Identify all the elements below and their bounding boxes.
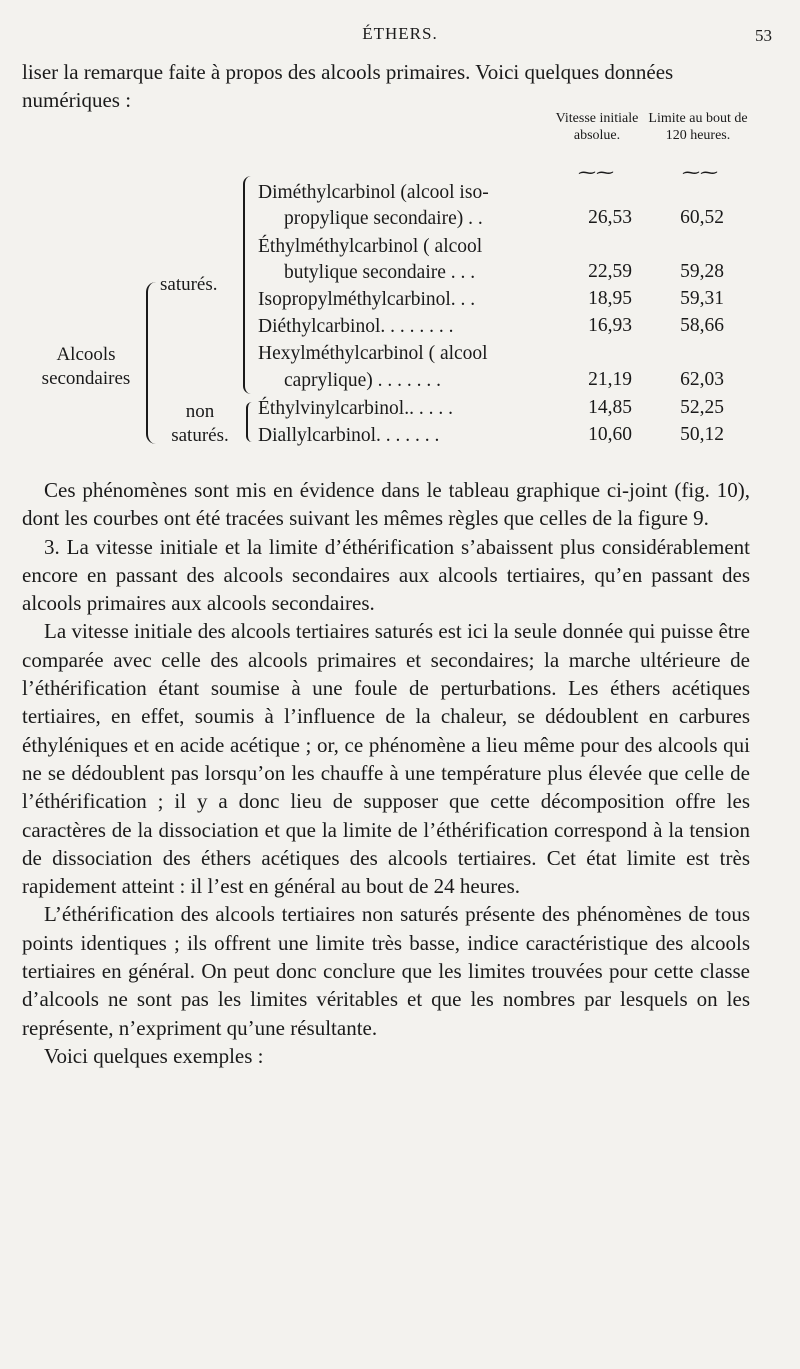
intro-text: liser la remarque faite à propos des alcools primaires. Voici quelques données numériques : — [22, 60, 674, 112]
paragraph: 3. La vitesse initiale et la limite d’éthérification s’abaissent plus considérablement encore en passant des alcools secondaires aux alcools tertiaires, qu’en passant des alcools primaires aux alcools secondaires. — [22, 534, 750, 616]
row-value-speed: 18,95 — [588, 288, 632, 309]
row-name-cont: butylique secondaire . . . — [284, 262, 476, 283]
group-label: Alcools secondaires — [41, 344, 131, 389]
brace — [243, 176, 253, 394]
data-table — [0, 110, 800, 455]
row-name: Diallylcarbinol. . . . . . . — [258, 425, 440, 446]
column-header-initial-speed: Vitesse initiale absolue. — [555, 111, 639, 143]
brace — [246, 402, 254, 442]
column-header-limit: Limite au bout de 120 heures. — [648, 111, 748, 143]
paragraph: Voici quelques exemples : — [44, 1043, 264, 1068]
row-name: Éthylméthylcarbinol ( alcool — [258, 236, 483, 257]
row-name-cont: propylique secondaire) . . — [284, 208, 483, 229]
row-value-speed: 10,60 — [588, 424, 632, 445]
subgroup-saturated: saturés. — [160, 274, 218, 295]
row-value-speed: 14,85 — [588, 397, 632, 418]
running-title: ÉTHERS. — [362, 24, 438, 43]
row-value-speed: 26,53 — [588, 207, 632, 228]
body-text — [22, 476, 750, 1070]
page-number: 53 — [755, 26, 772, 45]
running-head — [0, 22, 800, 46]
row-name: Hexylméthylcarbinol ( alcool — [258, 343, 488, 364]
paragraph: Ces phénomènes sont mis en évidence dans le tableau graphique ci-joint (fig. 10), dont les courbes ont été tracées suivant les mêmes règles que celles de la figure 9. — [22, 478, 750, 531]
column-rule: ⁓⁓ — [578, 162, 614, 182]
row-value-limit: 50,12 — [680, 424, 724, 445]
row-name: Diméthylcarbinol (alcool iso- — [258, 182, 489, 203]
paragraph: La vitesse initiale des alcools tertiaires saturés est ici la seule donnée qui puisse être comparée avec celle des alcools primaires et secondaires; la marche ultérieure de l’éthérification étant soumise à une foule de perturbations. Les éthers acétiques tertiaires, en effet, soumis à l’influence de la chaleur, se dédoublent en carbures éthyléniques et en acide acétique ; or, ce phénomène a lieu même pour des alcools qui ne se dédoublent pas lorsqu’on les chauffe à une température plus élevée que celle de l’éthérification ; il y a donc lieu de supposer que cette décomposition offre les caractères de la dissociation et que la limite de l’éthérification correspond à la tension de dissociation des éthers acétiques des alcools tertiaires. Cet état limite est très rapidement atteint : il l’est en général au bout de 24 heures. — [22, 619, 750, 899]
row-name: Éthylvinylcarbinol.. . . . . — [258, 398, 453, 419]
row-value-speed: 16,93 — [588, 315, 632, 336]
subgroup-unsaturated: non saturés. — [171, 401, 229, 446]
row-name: Isopropylméthylcarbinol. . . — [258, 289, 476, 310]
row-value-speed: 21,19 — [588, 369, 632, 390]
row-value-limit: 52,25 — [680, 397, 724, 418]
row-value-limit: 59,28 — [680, 261, 724, 282]
row-name-cont: caprylique) . . . . . . . — [284, 370, 442, 391]
row-value-limit: 58,66 — [680, 315, 724, 336]
row-value-speed: 22,59 — [588, 261, 632, 282]
paragraph: L’éthérification des alcools tertiaires non saturés présente des phénomènes de tous points identiques ; ils offrent une limite très basse, indice caractéristique des alcools tertiaires en général. On peut donc conclure que les limites trouvées pour cette classe d’alcools ne sont pas les limites véritables et que les nombres par lesquels on les représente, n’expriment qu’une résultante. — [22, 902, 750, 1040]
row-value-limit: 59,31 — [680, 288, 724, 309]
brace — [146, 282, 158, 444]
row-value-limit: 60,52 — [680, 207, 724, 228]
row-name: Diéthylcarbinol. . . . . . . . — [258, 316, 454, 337]
column-rule: ⁓⁓ — [682, 162, 718, 182]
row-value-limit: 62,03 — [680, 369, 724, 390]
